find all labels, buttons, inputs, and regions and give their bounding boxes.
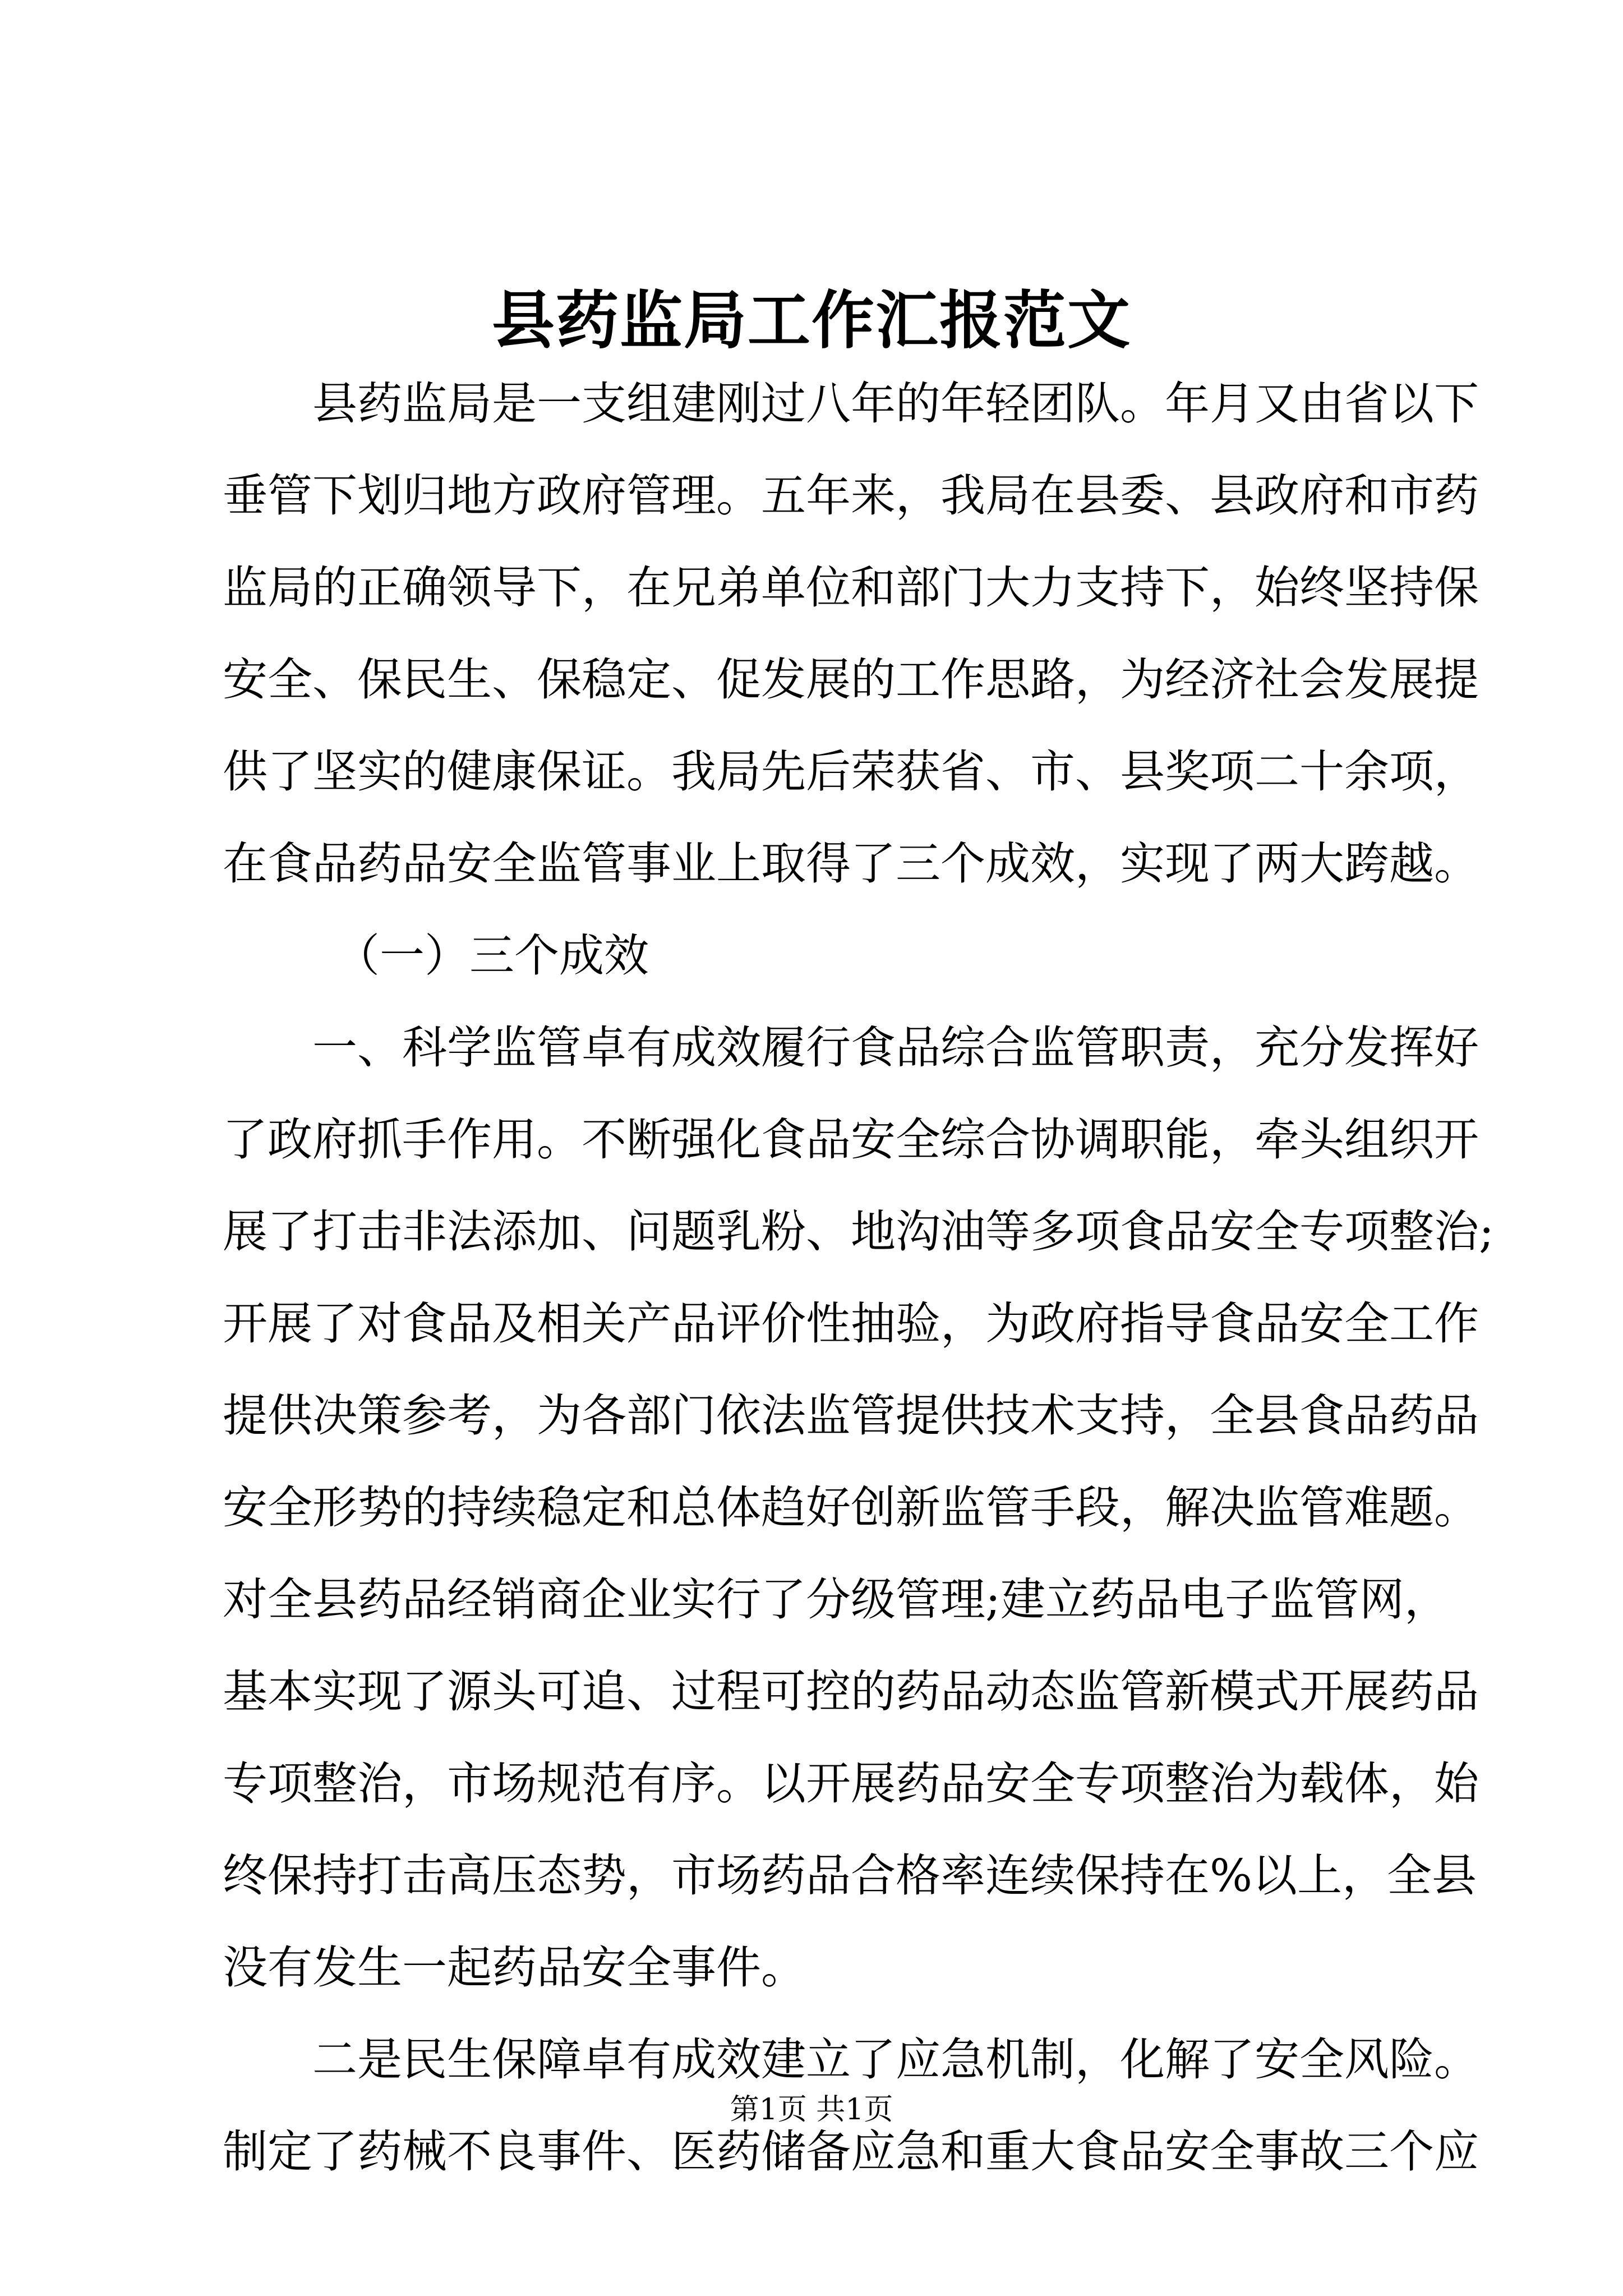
body-line: 在食品药品安全监管事业上取得了三个成效，实现了两大跨越。: [223, 838, 1479, 890]
document-title: 县药监局工作汇报范文: [492, 284, 1131, 357]
body-line: 安全、保民生、保稳定、促发展的工作思路，为经济社会发展提: [223, 654, 1479, 706]
body-line: 提供决策参考，为各部门依法监管提供技术支持，全县食品药品: [223, 1389, 1479, 1442]
body-line: 垂管下划归地方政府管理。五年来，我局在县委、县政府和市药: [223, 470, 1479, 522]
body-line: 县药监局是一支组建刚过八年的年轻团队。年月又由省以下: [312, 378, 1479, 430]
body-line: 一、科学监管卓有成效履行食品综合监管职责，充分发挥好: [312, 1022, 1479, 1074]
page-footer: 第1页 共1页: [730, 2093, 893, 2127]
body-line: 终保持打击高压态势，市场药品合格率连续保持在%以上，全县: [223, 1849, 1477, 1902]
body-line: 专项整治，市场规范有序。以开展药品安全专项整治为载体，始: [223, 1757, 1479, 1810]
body-line: 展了打击非法添加、问题乳粉、地沟油等多项食品安全专项整治;: [223, 1205, 1494, 1258]
body-line: 基本实现了源头可追、过程可控的药品动态监管新模式开展药品: [223, 1665, 1479, 1718]
document-body: [223, 358, 1494, 2198]
body-line: 安全形势的持续稳定和总体趋好创新监管手段，解决监管难题。: [223, 1481, 1479, 1534]
body-line: 没有发生一起药品安全事件。: [223, 1941, 806, 1994]
body-line: 对全县药品经销商企业实行了分级管理;建立药品电子监管网，: [223, 1573, 1449, 1626]
body-line: 监局的正确领导下，在兄弟单位和部门大力支持下，始终坚持保: [223, 562, 1479, 614]
body-line: 制定了药械不良事件、医药储备应急和重大食品安全事故三个应: [223, 2125, 1479, 2178]
body-line: 二是民生保障卓有成效建立了应急机制，化解了安全风险。: [312, 2033, 1479, 2086]
body-line: 了政府抓手作用。不断强化食品安全综合协调职能，牵头组织开: [223, 1114, 1479, 1166]
body-line: 开展了对食品及相关产品评价性抽验，为政府指导食品安全工作: [223, 1297, 1479, 1350]
body-line: 供了坚实的健康保证。我局先后荣获省、市、县奖项二十余项，: [223, 746, 1479, 798]
section-heading: （一）三个成效: [335, 930, 649, 982]
